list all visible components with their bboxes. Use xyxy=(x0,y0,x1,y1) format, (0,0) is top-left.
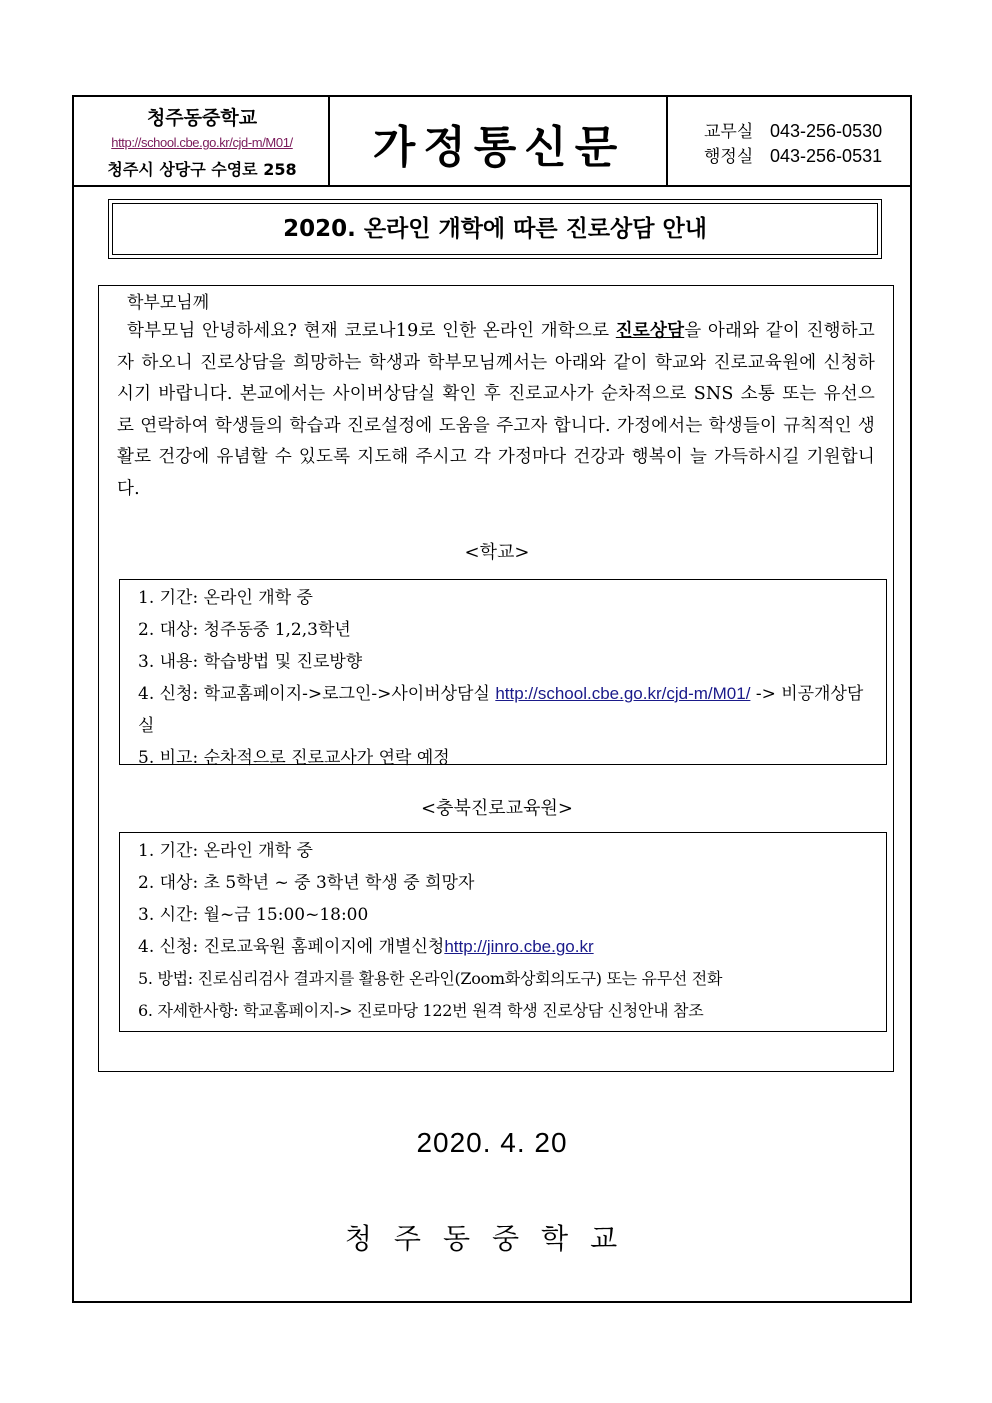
cyber-counsel-link[interactable]: http://school.cbe.go.kr/cjd-m/M01/ xyxy=(495,684,751,703)
school-name: 청주동중학교 xyxy=(146,107,258,129)
list-item: 6. 자세한사항: 학교홈페이지-> 진로마당 122번 원격 학생 진로상담 신청안내 참조 xyxy=(138,1001,704,1020)
list-item: 2. 대상: 청주동중 1,2,3학년 xyxy=(138,620,351,640)
school-section-heading: <학교> xyxy=(464,542,530,563)
list-item-text: 4. 신청: 학교홈페이지->로그인->사이버상담실 xyxy=(138,684,496,704)
phone-label: 교무실 xyxy=(704,122,754,142)
letter-text-part: 학부모님 안녕하세요? 현재 코로나19로 인한 온라인 개학으로 xyxy=(127,321,616,341)
school-url-link[interactable]: http://school.cbe.go.kr/cjd-m/M01/ xyxy=(111,135,293,150)
phone-number: 043-256-0530 xyxy=(770,121,883,141)
school-signature: 청주동중학교 xyxy=(344,1222,640,1255)
list-item: 2. 대상: 초 5학년 ~ 중 3학년 학생 중 희망자 xyxy=(138,873,475,893)
list-item-text: 4. 신청: 진로교육원 홈페이지에 개별신청 xyxy=(138,937,445,957)
phone-row-academic xyxy=(704,117,882,142)
list-item: 1. 기간: 온라인 개학 중 xyxy=(138,841,313,861)
issue-date: 2020. 4. 20 xyxy=(416,1127,568,1158)
school-address: 청주시 상당구 수영로 258 xyxy=(107,160,297,179)
list-item xyxy=(138,678,868,742)
phone-number: 043-256-0531 xyxy=(770,146,883,166)
newsletter-header xyxy=(74,97,910,187)
list-item: 5. 방법: 진로심리검사 결과지를 활용한 온라인(Zoom화상회의도구) 또는 유무선 전화 xyxy=(138,969,723,988)
contact-cell xyxy=(668,97,910,185)
school-info-cell xyxy=(74,97,330,185)
letter-emphasis: 진로상담 xyxy=(615,321,685,341)
newsletter-frame xyxy=(72,95,912,1303)
list-item: 3. 내용: 학습방법 및 진로방향 xyxy=(138,652,363,672)
title-cell xyxy=(330,97,668,185)
salutation: 학부모님께 xyxy=(127,293,210,313)
phone-row-admin xyxy=(704,142,882,167)
newsletter-title: 가정통신문 xyxy=(372,122,626,173)
list-item xyxy=(138,931,868,963)
list-item: 1. 기간: 온라인 개학 중 xyxy=(138,588,313,608)
phone-label: 행정실 xyxy=(704,147,754,167)
school-section-list xyxy=(119,579,887,768)
jinro-link[interactable]: http://jinro.cbe.go.kr xyxy=(444,937,594,956)
letter-text xyxy=(117,316,875,505)
center-section-list xyxy=(119,832,887,1032)
notice-title-box xyxy=(108,199,882,259)
list-item: 5. 비고: 순차적으로 진로교사가 연락 예정 xyxy=(138,748,450,768)
notice-body xyxy=(98,285,894,1072)
letter-text-part: 을 아래와 같이 진행하고자 하오니 진로상담을 희망하는 학생과 학부모님께서는 아래와 같이 학교와 진로교육원에 신청하시기 바랍니다. 본교에서는 사이버상담실 확인 후 진로교사가 순차적으로 SNS 소통 또는 유선으로 연락하여 학생들의 학습과 진로설정에 도움을 주고자 합니다. 가정에서는 학생들이 규칙적인 생활로 건강에 유념할 수 있도록 지도해 주시고 각 가정마다 건강과 행복이 늘 가득하시길 기원합니다. xyxy=(117,321,875,499)
center-section-heading: <충북진로교육원> xyxy=(421,798,573,819)
list-item: 3. 시간: 월~금 15:00~18:00 xyxy=(138,905,369,925)
list-item-text: -> 비공개상담실 xyxy=(138,684,864,736)
notice-title: 2020. 온라인 개학에 따른 진로상담 안내 xyxy=(112,203,878,255)
